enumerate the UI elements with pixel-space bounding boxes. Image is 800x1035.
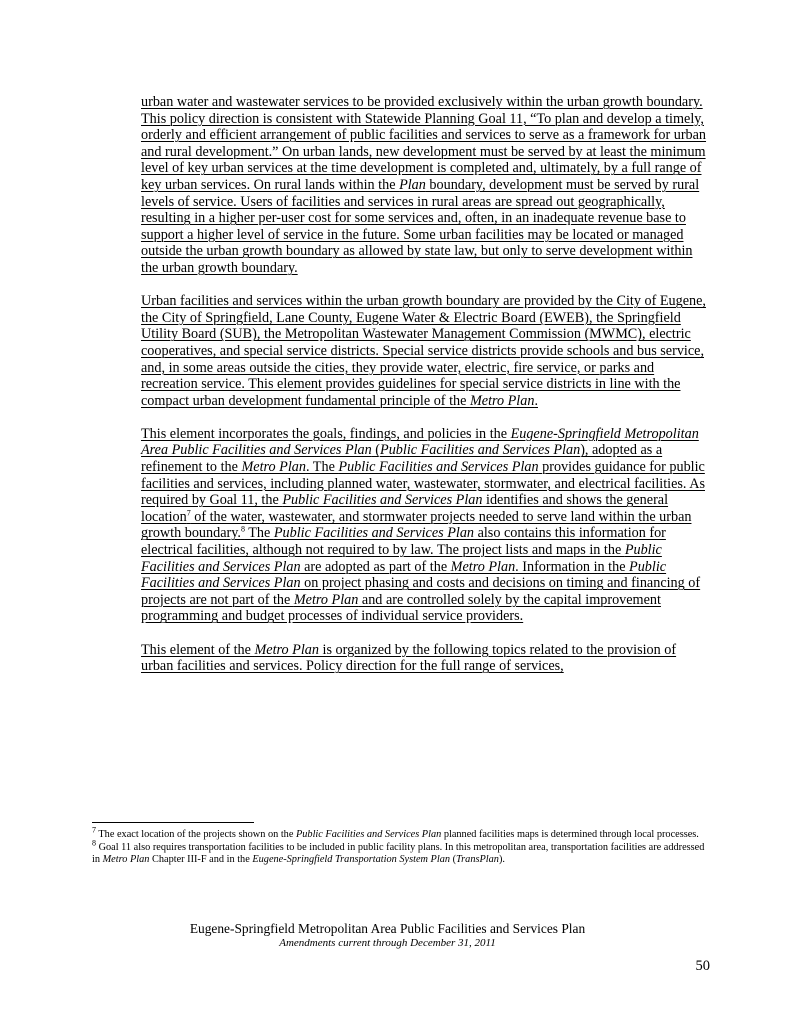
italic-text: Metro Plan	[102, 854, 150, 865]
footnote	[92, 825, 712, 842]
text-run: on project phasing and costs and decisions on timing and financing of projects are not part of the	[141, 575, 701, 608]
italic-text: Metro Plan	[293, 591, 359, 608]
footer-title: Eugene-Springfield Metropolitan Area Public Facilities and Services Plan	[189, 921, 586, 936]
text-run: The	[244, 525, 274, 542]
text-run: planned facilities maps is determined through local processes.	[441, 829, 699, 840]
italic-text: Eugene-Springfield Metropolitan Area Public Facilities and Services Plan	[141, 425, 699, 459]
body-paragraph	[141, 426, 707, 625]
text-run: . Information in the	[515, 558, 630, 575]
text-run: provides guidance for public facilities and services, including planned water, wastewater, stormwater, and electrical facilities. As required by Goal 11, the	[141, 459, 705, 509]
italic-text: Public Facilities and Services Plan	[295, 829, 442, 840]
footer-subtitle: Amendments current through December 31, 2011	[279, 937, 496, 949]
text-run: . The	[305, 459, 339, 476]
text-run: ).	[498, 854, 505, 865]
text-run: identifies and shows the general location	[141, 492, 669, 525]
text-run: of the water, wastewater, and stormwater projects needed to serve land within the urban growth boundary.	[141, 508, 692, 542]
page-footer	[0, 921, 775, 950]
body-paragraph	[141, 642, 707, 675]
text-run: This element of the	[141, 641, 255, 658]
italic-text: Public Facilities and Services Plan	[141, 542, 662, 575]
footnotes	[92, 825, 712, 867]
italic-text: Public Facilities and Services Plan	[380, 442, 581, 459]
text-run: ), adopted as a refinement to the	[141, 442, 663, 476]
body-text	[141, 94, 707, 691]
text-run: The exact location of the projects shown on the	[96, 829, 296, 840]
text-run: (	[371, 442, 381, 459]
text-run: (	[450, 854, 457, 865]
body-paragraph	[141, 293, 707, 409]
footnote-ref: 7	[186, 508, 191, 518]
footnote-ref: 8	[92, 838, 96, 848]
text-run: also contains this information for electrical facilities, although not required to by law. The project lists and maps in the	[141, 525, 666, 559]
text-run: This element incorporates the goals, findings, and policies in the	[141, 425, 511, 442]
page-number: 50	[695, 958, 710, 974]
text-run: Goal 11 also requires transportation facilities to be included in public facility plans. In this metropolitan area, transportation facilities are addressed in	[92, 841, 705, 865]
italic-text: Plan	[399, 176, 426, 193]
italic-text: Eugene-Springfield Transportation System Plan	[252, 854, 450, 865]
italic-text: Metro Plan	[469, 392, 535, 409]
text-run: .	[534, 392, 538, 409]
body-paragraph	[141, 94, 707, 277]
text-run: is organized by the following topics related to the provision of urban facilities and services. Policy direction for the full range of services,	[141, 641, 677, 675]
italic-text: Metro Plan	[450, 558, 516, 575]
italic-text: TransPlan	[456, 854, 499, 865]
italic-text: Public Facilities and Services Plan	[141, 558, 667, 592]
text-run: Chapter III-F and in the	[149, 854, 253, 865]
text-run: and are controlled solely by the capital improvement programming and budget processes of individual service providers.	[141, 591, 661, 625]
footnote-ref: 8	[240, 524, 245, 534]
text-run: are adopted as part of the	[300, 558, 451, 575]
italic-text: Public Facilities and Services Plan	[338, 459, 539, 476]
text-run: urban water and wastewater services to be provided exclusively within the urban growth boundary. This policy direction is consistent with Statewide Planning Goal 11, “To plan and develop a timely, orderly and efficient arrangement of public facilities and services to serve as a framework for urban and rural development.” On urban lands, new development must be served by at least the minimum level of key urban services at the time development is completed and, ultimately, by a full range of key urban services. On rural lands within the	[141, 94, 707, 193]
footnote-ref: 7	[92, 825, 96, 835]
italic-text: Metro Plan	[254, 641, 319, 658]
italic-text: Public Facilities and Services Plan	[273, 525, 475, 542]
footnote-separator	[92, 822, 254, 823]
text-run: Urban facilities and services within the urban growth boundary are provided by the City of Eugene, the City of Springfield, Lane County, Eugene Water & Electric Board (EWEB), the Springfield Utility Board (SUB), the Metropolitan Wastewater Management Commission (MWMC), electric cooperatives, and special service districts. Special service districts provide schools and bus service, and, in some areas outside the cities, they provide water, electric, fire service, or parks and recreation service. This element provides guidelines for special service districts in line with the compact urban development fundamental principle of the	[141, 293, 706, 409]
italic-text: Metro Plan	[241, 459, 306, 476]
italic-text: Public Facilities and Services Plan	[282, 492, 483, 509]
text-run: boundary, development must be served by rural levels of service. Users of facilities and services in rural areas are spread out geographically, resulting in a higher per-user cost for some services and, often, in an inadequate revenue base to support a higher level of service in the future. Some urban facilities may be located or managed outside the urban growth boundary as allowed by state law, but only to serve development within the urban growth boundary.	[141, 176, 700, 276]
footnote	[92, 838, 712, 867]
